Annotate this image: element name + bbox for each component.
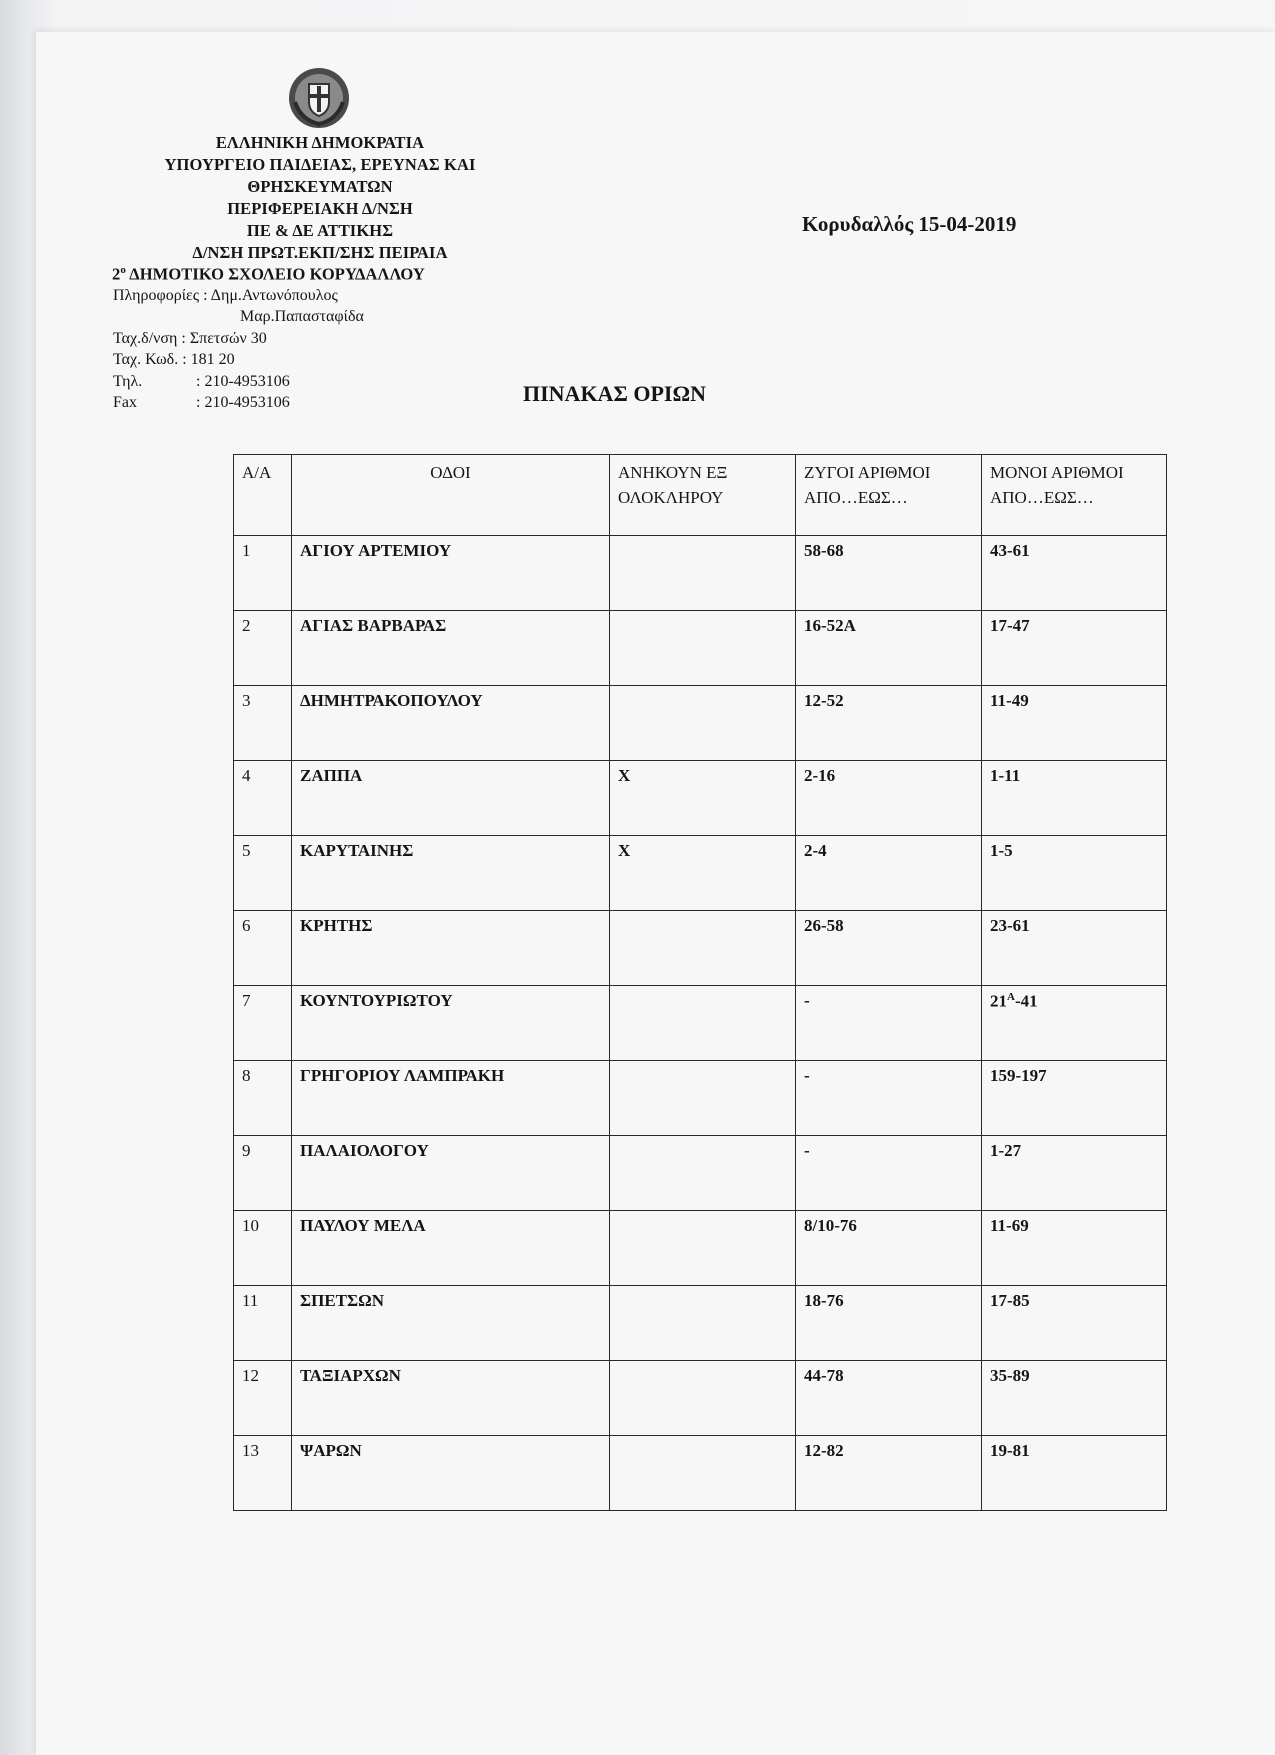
cell-street: ΑΓΙΟΥ ΑΡΤΕΜΙΟΥ bbox=[292, 536, 610, 611]
column-header-whole: ΑΝΗΚΟΥΝ ΕΞ ΟΛΟΚΛΗΡΟΥ bbox=[610, 455, 796, 536]
header-line-3: ΘΡΗΣΚΕΥΜΑΤΩΝ bbox=[247, 177, 393, 196]
boundaries-table bbox=[233, 454, 1167, 1511]
cell-odd: 1-5 bbox=[982, 836, 1167, 911]
table-row bbox=[234, 1061, 1167, 1136]
cell-even: 16-52Α bbox=[796, 611, 982, 686]
cell-even: 8/10-76 bbox=[796, 1211, 982, 1286]
cell-even: 58-68 bbox=[796, 536, 982, 611]
cell-aa: 7 bbox=[234, 986, 292, 1061]
school-name: $2^o$ ΔΗΜΟΤΙΚΟ ΣΧΟΛΕΙΟ ΚΟΡΥΔΑΛΛΟΥ bbox=[112, 264, 425, 284]
cell-aa: 6 bbox=[234, 911, 292, 986]
cell-aa: 2 bbox=[234, 611, 292, 686]
phone-value: : 210-4953106 bbox=[196, 373, 290, 390]
fax-label: Fax bbox=[113, 394, 137, 411]
cell-odd: 11-49 bbox=[982, 686, 1167, 761]
postal-code: Ταχ. Κωδ. : 181 20 bbox=[113, 351, 235, 368]
fax-value: : 210-4953106 bbox=[196, 394, 290, 411]
table-row bbox=[234, 836, 1167, 911]
cell-street: ΚΑΡΥΤΑΙΝΗΣ bbox=[292, 836, 610, 911]
cell-whole bbox=[610, 686, 796, 761]
cell-whole bbox=[610, 1061, 796, 1136]
cell-even: 12-82 bbox=[796, 1436, 982, 1511]
table-row bbox=[234, 686, 1167, 761]
info-contact: Πληροφορίες : Δημ.Αντωνόπουλος bbox=[113, 287, 338, 304]
document-date: Κορυδαλλός 15-04-2019 bbox=[802, 212, 1017, 236]
cell-even: - bbox=[796, 1136, 982, 1211]
cell-street: ΠΑΥΛΟΥ ΜΕΛΑ bbox=[292, 1211, 610, 1286]
cell-whole bbox=[610, 911, 796, 986]
cell-street: ΑΓΙΑΣ ΒΑΡΒΑΡΑΣ bbox=[292, 611, 610, 686]
table-row bbox=[234, 1136, 1167, 1211]
cell-whole: Χ bbox=[610, 761, 796, 836]
cell-odd: 17-47 bbox=[982, 611, 1167, 686]
cell-aa: 4 bbox=[234, 761, 292, 836]
cell-odd: 43-61 bbox=[982, 536, 1167, 611]
cell-odd: 23-61 bbox=[982, 911, 1167, 986]
cell-even: 18-76 bbox=[796, 1286, 982, 1361]
cell-aa: 10 bbox=[234, 1211, 292, 1286]
table-row bbox=[234, 536, 1167, 611]
cell-even: 12-52 bbox=[796, 686, 982, 761]
cell-aa: 11 bbox=[234, 1286, 292, 1361]
cell-aa: 8 bbox=[234, 1061, 292, 1136]
header-line-6: Δ/ΝΣΗ ΠΡΩΤ.ΕΚΠ/ΣΗΣ ΠΕΙΡΑΙΑ bbox=[192, 243, 448, 262]
cell-even: 2-4 bbox=[796, 836, 982, 911]
cell-street: ΤΑΞΙΑΡΧΩΝ bbox=[292, 1361, 610, 1436]
table-row bbox=[234, 1211, 1167, 1286]
column-header-even: ΖΥΓΟΙ ΑΡΙΘΜΟΙ ΑΠΟ…ΕΩΣ… bbox=[796, 455, 982, 536]
table-row bbox=[234, 761, 1167, 836]
cell-street: ΨΑΡΩΝ bbox=[292, 1436, 610, 1511]
column-header-odd: ΜΟΝΟΙ ΑΡΙΘΜΟΙ ΑΠΟ…ΕΩΣ… bbox=[982, 455, 1167, 536]
coat-of-arms-icon bbox=[287, 66, 351, 130]
cell-odd: 17-85 bbox=[982, 1286, 1167, 1361]
cell-aa: 5 bbox=[234, 836, 292, 911]
column-header-aa: Α/Α bbox=[234, 455, 292, 536]
cell-street: ΚΡΗΤΗΣ bbox=[292, 911, 610, 986]
table-row bbox=[234, 611, 1167, 686]
cell-odd: 159-197 bbox=[982, 1061, 1167, 1136]
cell-aa: 13 bbox=[234, 1436, 292, 1511]
cell-aa: 9 bbox=[234, 1136, 292, 1211]
cell-even: - bbox=[796, 986, 982, 1061]
cell-aa: 12 bbox=[234, 1361, 292, 1436]
cell-whole bbox=[610, 536, 796, 611]
info-contact-second: Μαρ.Παπασταφίδα bbox=[240, 308, 364, 325]
cell-whole bbox=[610, 1436, 796, 1511]
cell-street: ΖΑΠΠΑ bbox=[292, 761, 610, 836]
cell-whole bbox=[610, 1136, 796, 1211]
cell-odd: $21^A-41$ bbox=[982, 986, 1167, 1061]
column-header-streets: ΟΔΟΙ bbox=[292, 455, 610, 536]
cell-street: ΚΟΥΝΤΟΥΡΙΩΤΟΥ bbox=[292, 986, 610, 1061]
cell-even: - bbox=[796, 1061, 982, 1136]
address: Ταχ.δ/νση : Σπετσών 30 bbox=[113, 330, 267, 347]
table-row bbox=[234, 1436, 1167, 1511]
cell-even: 26-58 bbox=[796, 911, 982, 986]
cell-odd: 11-69 bbox=[982, 1211, 1167, 1286]
cell-aa: 3 bbox=[234, 686, 292, 761]
cell-whole: Χ bbox=[610, 836, 796, 911]
header-line-4: ΠΕΡΙΦΕΡΕΙΑΚΗ Δ/ΝΣΗ bbox=[227, 199, 413, 218]
table-header-row bbox=[234, 455, 1167, 536]
cell-whole bbox=[610, 986, 796, 1061]
cell-whole bbox=[610, 1286, 796, 1361]
cell-odd: 19-81 bbox=[982, 1436, 1167, 1511]
cell-even: 44-78 bbox=[796, 1361, 982, 1436]
phone-label: Τηλ. bbox=[113, 373, 143, 390]
cell-whole bbox=[610, 611, 796, 686]
cell-odd: 1-11 bbox=[982, 761, 1167, 836]
cell-aa: 1 bbox=[234, 536, 292, 611]
table-row bbox=[234, 986, 1167, 1061]
header-line-5: ΠΕ & ΔΕ ΑΤΤΙΚΗΣ bbox=[246, 221, 394, 240]
cell-street: ΠΑΛΑΙΟΛΟΓΟΥ bbox=[292, 1136, 610, 1211]
header-line-1: ΕΛΛΗΝΙΚΗ ΔΗΜΟΚΡΑΤΙΑ bbox=[215, 133, 425, 152]
page-title: ΠΙΝΑΚΑΣ ΟΡΙΩΝ bbox=[523, 381, 706, 406]
cell-street: ΔΗΜΗΤΡΑΚΟΠΟΥΛΟΥ bbox=[292, 686, 610, 761]
cell-whole bbox=[610, 1361, 796, 1436]
header-line-2: ΥΠΟΥΡΓΕΙΟ ΠΑΙΔΕΙΑΣ, ΕΡΕΥΝΑΣ ΚΑΙ bbox=[164, 155, 476, 174]
cell-whole bbox=[610, 1211, 796, 1286]
table-row bbox=[234, 1286, 1167, 1361]
cell-odd: 1-27 bbox=[982, 1136, 1167, 1211]
cell-street: ΣΠΕΤΣΩΝ bbox=[292, 1286, 610, 1361]
table-row bbox=[234, 911, 1167, 986]
table-row bbox=[234, 1361, 1167, 1436]
cell-odd: 35-89 bbox=[982, 1361, 1167, 1436]
cell-street: ΓΡΗΓΟΡΙΟΥ ΛΑΜΠΡΑΚΗ bbox=[292, 1061, 610, 1136]
cell-even: 2-16 bbox=[796, 761, 982, 836]
